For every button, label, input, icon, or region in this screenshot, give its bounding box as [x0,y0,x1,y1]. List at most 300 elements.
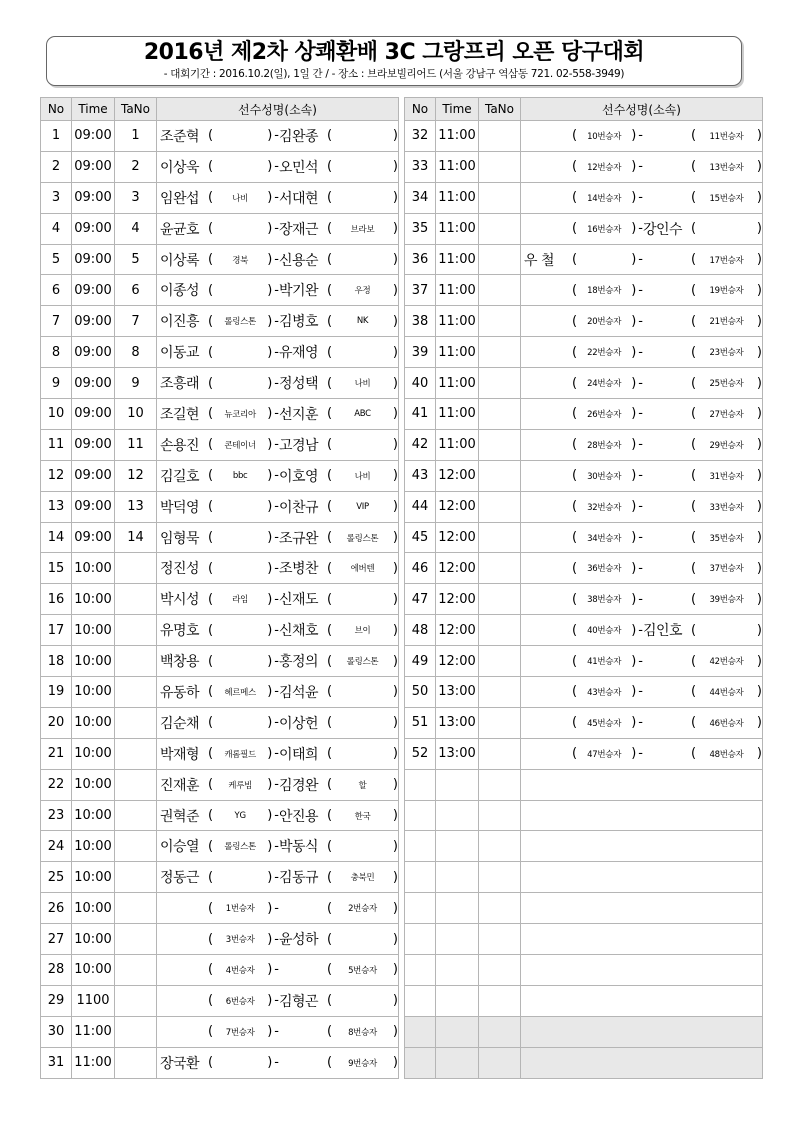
match-players [521,151,763,182]
match-no: 37 [405,275,436,306]
table-row [405,306,763,337]
table-row [41,151,399,182]
match-players [521,244,763,275]
match-time: 10:00 [72,707,115,738]
player-name: 유동하 [160,684,200,701]
paren-open: ( [572,499,578,515]
match-time: 09:00 [72,275,115,306]
club-name: 46번승자 [709,718,744,729]
match-players [521,306,763,337]
match-time: 10:00 [72,677,115,708]
paren-close: ) [756,252,762,267]
player-pair [524,250,762,270]
table-no [479,151,521,182]
paren-close: ) [267,746,273,762]
paren-open: ( [208,622,214,638]
match-players [157,399,399,430]
player-2 [279,404,398,424]
vs-dash: - [638,530,643,546]
paren-open: ( [327,159,333,175]
match-players [521,584,763,615]
player-club [327,468,398,483]
paren-close: ) [392,560,398,576]
player-name: 임완섭 [160,190,200,207]
table-no: 4 [115,213,157,244]
club-name: 15번승자 [709,193,744,204]
table-header-row [41,98,399,121]
table-row [41,337,399,368]
player-club [208,993,272,1008]
player-1 [524,190,643,205]
club-name: 롤링스톤 [346,533,379,544]
table-row [41,399,399,430]
paren-close: ) [392,313,398,329]
vs-dash: - [638,375,643,391]
paren-open: ( [327,684,333,700]
paren-close: ) [631,406,637,422]
paren-close: ) [267,437,273,453]
match-time: 09:00 [72,121,115,152]
paren-close: ) [392,437,398,453]
player-name: 조규완 [279,530,319,547]
player-club [327,561,398,576]
player-2 [279,497,398,517]
match-no: 44 [405,491,436,522]
club-name: 45번승자 [587,718,622,729]
player-club [327,777,398,792]
page-title: 2016년 제2차 상쾌환배 3C 그랑프리 오픈 당구대회 [143,40,645,65]
paren-close: ) [631,653,637,669]
match-no: 42 [405,429,436,460]
player-club [327,437,398,452]
player-pair [524,159,762,174]
vs-dash: - [638,746,643,762]
player-name: 김경완 [279,777,319,794]
player-name: 윤성하 [279,932,319,949]
schedule-table-right [404,97,763,1079]
paren-close: ) [631,252,637,267]
match-no: 8 [41,337,72,368]
paren-close: ) [756,591,762,607]
empty-row [405,1016,763,1047]
paren-close: ) [392,962,398,978]
match-players [157,893,399,924]
table-row [405,337,763,368]
table-row [41,1047,399,1078]
player-pair [160,589,398,609]
match-time: 11:00 [436,429,479,460]
table-no [479,306,521,337]
paren-open: ( [572,437,578,453]
table-no [479,121,521,152]
table-no [115,800,157,831]
match-time: 12:00 [436,522,479,553]
paren-close: ) [267,1055,273,1071]
match-no: 15 [41,553,72,584]
player-pair [160,157,398,177]
player-pair [160,991,398,1011]
match-players [157,337,399,368]
table-no [479,491,521,522]
player-club [572,592,636,607]
vs-dash: - [274,499,279,515]
match-no: 36 [405,244,436,275]
paren-close: ) [267,993,273,1009]
match-players [157,491,399,522]
vs-dash: - [274,344,279,360]
player-1 [524,250,643,270]
empty-cell [436,769,479,800]
empty-cell [521,800,763,831]
table-row [405,738,763,769]
empty-row [405,769,763,800]
player-club [691,623,762,638]
player-1 [160,932,279,947]
table-row [405,399,763,430]
paren-open: ( [572,375,578,391]
club-name: 20번승자 [587,317,622,328]
paren-close: ) [631,746,637,762]
table-row [405,429,763,460]
club-name: 36번승자 [587,564,622,575]
club-name: 4번승자 [225,965,255,976]
paren-open: ( [208,128,214,144]
player-2 [279,836,398,856]
paren-open: ( [208,684,214,700]
player-club [327,530,398,545]
paren-open: ( [327,622,333,638]
match-no: 3 [41,182,72,213]
paren-open: ( [208,1055,214,1071]
table-no [479,522,521,553]
empty-cell [479,955,521,986]
club-name: 10번승자 [587,131,622,142]
player-club [327,252,398,267]
match-time: 09:00 [72,522,115,553]
player-club [572,314,636,329]
table-row [405,646,763,677]
player-1 [160,342,279,362]
player-club [327,932,398,947]
table-no [115,893,157,924]
player-club [208,530,272,545]
player-name: 신용순 [279,252,319,269]
player-pair [160,558,398,578]
club-name: 25번승자 [709,379,744,390]
match-players [157,553,399,584]
paren-open: ( [691,128,697,144]
club-name: 39번승자 [709,595,744,606]
table-no [479,368,521,399]
match-no: 9 [41,368,72,399]
table-row [405,522,763,553]
club-name: 헤르메스 [224,687,256,698]
vs-dash: - [638,715,643,731]
match-time: 11:00 [436,337,479,368]
player-2 [279,901,398,916]
player-1 [524,684,643,699]
table-row [41,831,399,862]
player-club [572,654,636,669]
match-no: 16 [41,584,72,615]
match-players [157,924,399,955]
vs-dash: - [274,437,279,453]
player-1 [524,221,643,236]
match-players [157,677,399,708]
paren-open: ( [327,653,333,669]
player-2 [643,283,762,298]
paren-open: ( [691,591,697,607]
table-no: 3 [115,182,157,213]
paren-close: ) [267,282,273,298]
player-2 [643,684,762,699]
player-1 [160,651,279,671]
paren-close: ) [756,746,762,762]
player-2 [279,373,398,393]
player-1 [524,592,643,607]
player-club [691,159,762,174]
vs-dash: - [274,684,279,700]
paren-open: ( [691,560,697,576]
player-1 [524,314,643,329]
vs-dash: - [274,900,279,916]
match-players [157,1016,399,1047]
player-club [691,715,762,730]
player-1 [160,993,279,1008]
player-2 [279,528,398,548]
empty-cell [436,831,479,862]
table-no [115,1016,157,1047]
player-name: 신재도 [279,592,319,609]
player-club [572,252,636,267]
player-1 [160,589,279,609]
player-club [208,684,272,699]
player-name: 김석윤 [279,684,319,701]
match-time: 10:00 [72,553,115,584]
player-club [208,623,272,638]
club-name: 브이 [354,626,371,637]
player-pair [160,188,398,208]
player-club [327,993,398,1008]
match-time: 10:00 [72,584,115,615]
match-time: 10:00 [72,800,115,831]
paren-open: ( [327,344,333,360]
club-name: 롤링스톤 [224,317,256,328]
club-name: 한국 [354,811,371,822]
paren-open: ( [691,159,697,175]
paren-open: ( [691,375,697,391]
paren-close: ) [392,591,398,607]
match-time: 12:00 [436,460,479,491]
player-1 [160,620,279,640]
paren-open: ( [327,282,333,298]
player-pair [524,561,762,576]
table-no [115,831,157,862]
paren-open: ( [327,1024,333,1040]
player-club [327,962,398,977]
table-row [41,460,399,491]
player-club [572,468,636,483]
paren-open: ( [208,931,214,947]
paren-open: ( [327,715,333,731]
paren-open: ( [572,128,578,144]
table-row [405,151,763,182]
header-tano: TaNo [115,98,157,121]
player-name: 선지훈 [279,406,319,423]
table-row [41,368,399,399]
match-time: 09:00 [72,244,115,275]
match-no: 52 [405,738,436,769]
paren-close: ) [756,344,762,360]
paren-open: ( [208,838,214,854]
paren-close: ) [392,993,398,1009]
club-name: 22번승자 [587,348,622,359]
vs-dash: - [638,221,643,237]
table-row [41,1016,399,1047]
player-2 [279,991,398,1011]
player-name: 이상욱 [160,159,200,176]
table-row [41,738,399,769]
player-1 [160,250,279,270]
player-club [208,870,272,885]
player-club [208,715,272,730]
table-row [41,553,399,584]
paren-open: ( [691,653,697,669]
player-pair [160,528,398,548]
match-time: 10:00 [72,893,115,924]
match-no: 47 [405,584,436,615]
vs-dash: - [274,715,279,731]
match-players [157,955,399,986]
vs-dash: - [274,282,279,298]
match-players [157,151,399,182]
player-2 [279,188,398,208]
player-club [208,283,272,298]
empty-cell [405,985,436,1016]
paren-open: ( [572,653,578,669]
vs-dash: - [638,159,643,175]
paren-open: ( [327,962,333,978]
paren-close: ) [756,560,762,576]
paren-close: ) [756,128,762,144]
player-1 [160,744,279,764]
paren-close: ) [392,159,398,175]
club-name: NK [356,316,369,327]
player-club [691,561,762,576]
paren-open: ( [572,530,578,546]
paren-close: ) [756,313,762,329]
paren-close: ) [392,375,398,391]
club-name: 콘테이너 [224,440,256,451]
empty-cell [479,893,521,924]
match-players [157,368,399,399]
paren-close: ) [267,530,273,546]
paren-open: ( [572,746,578,762]
player-2 [279,280,398,300]
player-2 [643,345,762,360]
player-pair [524,715,762,730]
player-club [572,561,636,576]
club-name: 나비 [354,379,371,390]
match-no: 5 [41,244,72,275]
paren-close: ) [392,128,398,144]
vs-dash: - [274,931,279,947]
player-name: 김길호 [160,468,200,485]
vs-dash: - [638,190,643,206]
paren-close: ) [392,746,398,762]
table-header-row [405,98,763,121]
vs-dash: - [638,468,643,484]
player-club [691,592,762,607]
player-2 [279,250,398,270]
paren-close: ) [756,684,762,700]
match-players [157,429,399,460]
player-pair [524,746,762,761]
empty-cell [521,955,763,986]
player-pair [160,836,398,856]
paren-close: ) [267,252,273,267]
match-players [157,646,399,677]
match-time: 11:00 [72,1047,115,1078]
match-no: 50 [405,677,436,708]
match-players [521,368,763,399]
player-2 [279,682,398,702]
player-name: 정성택 [279,376,319,393]
player-1 [524,128,643,143]
paren-close: ) [267,406,273,422]
match-time: 10:00 [72,646,115,677]
match-players [521,121,763,152]
table-row [405,460,763,491]
player-club [691,468,762,483]
empty-cell [479,862,521,893]
player-name: 이호영 [279,468,319,485]
player-club [208,932,272,947]
paren-close: ) [267,684,273,700]
club-name: 28번승자 [587,440,622,451]
player-club [572,684,636,699]
match-players [521,429,763,460]
player-name: 김순채 [160,715,200,732]
table-no: 8 [115,337,157,368]
paren-open: ( [691,406,697,422]
paren-open: ( [327,406,333,422]
table-row [41,646,399,677]
table-no [115,553,157,584]
paren-close: ) [267,931,273,947]
player-name: 백창용 [160,654,200,671]
page-subtitle: - 대회기간 : 2016.10.2(일), 1일 간 / - 장소 : 브라보빌리어드 (서울 강남구 역삼동 721. 02-558-3949) [163,68,625,80]
paren-close: ) [392,530,398,546]
player-club [208,314,272,329]
table-no [115,955,157,986]
table-no [115,646,157,677]
empty-row [405,985,763,1016]
player-club [327,499,398,514]
paren-open: ( [208,591,214,607]
match-time: 10:00 [72,769,115,800]
player-club [327,654,398,669]
player-club [691,252,762,267]
empty-row [405,893,763,924]
paren-close: ) [392,406,398,422]
player-pair [160,1024,398,1039]
paren-open: ( [208,715,214,731]
paren-close: ) [267,808,273,824]
vs-dash: - [638,653,643,669]
match-players [157,615,399,646]
club-name: 9번승자 [348,1058,377,1069]
